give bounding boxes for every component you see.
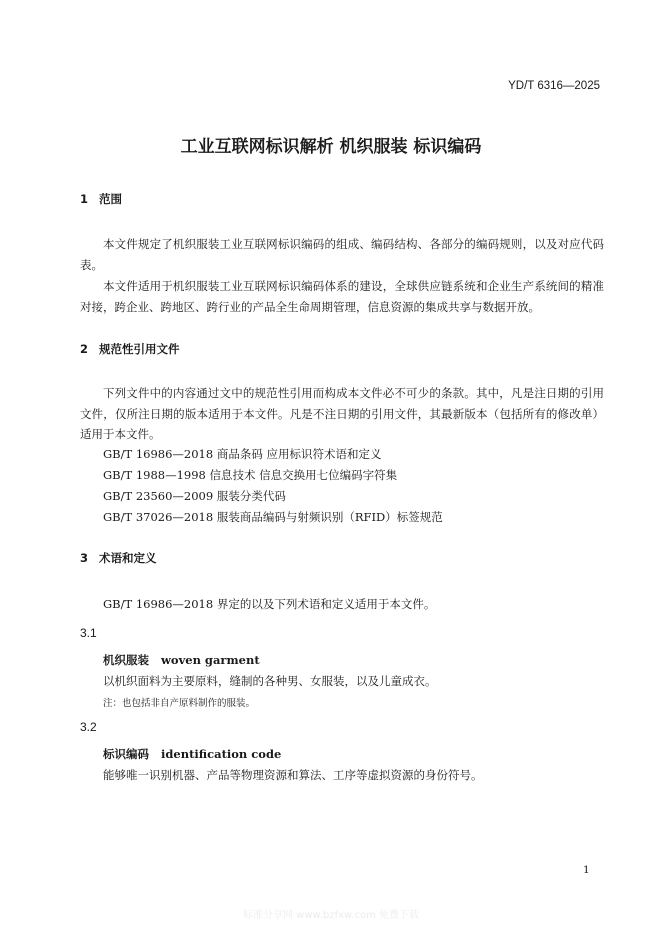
reference-item: GB/T 23560—2009 服装分类代码 <box>103 489 286 503</box>
clause-number: 3.2 <box>80 720 97 734</box>
page-number: 1 <box>583 864 590 876</box>
normative-references-intro: 下列文件中的内容通过文中的规范性引用而构成本文件必不可少的条款。其中，凡是注日期的引用文件，仅所注日期的版本适用于本文件。凡是不注日期的引用文件，其最新版本（包括所有的修改单）适用于本文件。 <box>80 386 604 441</box>
section-number: 3 <box>80 551 89 565</box>
terms-intro: GB/T 16986—2018 界定的以及下列术语和定义适用于本文件。 <box>103 597 436 611</box>
reference-item: GB/T 1988—1998 信息技术 信息交换用七位编码字符集 <box>103 468 398 482</box>
section-2-heading <box>80 341 180 357</box>
reference-item: GB/T 16986—2018 商品条码 应用标识符术语和定义 <box>103 447 382 461</box>
section-number: 1 <box>80 192 89 206</box>
scope-paragraph-2: 本文件适用于机织服装工业互联网标识编码体系的建设，全球供应链系统和企业生产系统间的精准对接，跨企业、跨地区、跨行业的产品全生命周期管理，信息资源的集成共享与数据开放。 <box>80 279 604 314</box>
term-note: 注：也包括非自产原料制作的服装。 <box>103 698 256 709</box>
term-definition: 能够唯一识别机器、产品等物理资源和算法、工序等虚拟资源的身份符号。 <box>103 768 483 782</box>
term-chinese: 机织服装 <box>103 653 149 667</box>
section-title: 规范性引用文件 <box>99 342 180 356</box>
term-entry <box>103 652 260 668</box>
term-chinese: 标识编码 <box>103 747 149 761</box>
term-definition: 以机织面料为主要原料，缝制的各种男、女服装，以及儿童成衣。 <box>103 674 437 688</box>
section-title: 术语和定义 <box>99 551 157 565</box>
section-number: 2 <box>80 342 89 356</box>
section-1-heading <box>80 191 122 207</box>
scope-paragraph-1: 本文件规定了机织服装工业互联网标识编码的组成、编码结构、各部分的编码规则，以及对应代码表。 <box>80 237 604 272</box>
term-entry <box>103 746 281 762</box>
term-english: woven garment <box>161 653 260 667</box>
term-english: identification code <box>161 747 282 761</box>
document-number: YD/T 6316—2025 <box>508 80 600 92</box>
watermark: 标准分享网 www.bzfxw.com 免费下载 <box>243 910 419 921</box>
section-title: 范围 <box>99 192 122 206</box>
document-title: 工业互联网标识解析 机织服装 标识编码 <box>180 137 482 157</box>
section-3-heading <box>80 550 157 566</box>
clause-number: 3.1 <box>80 626 97 640</box>
reference-item: GB/T 37026—2018 服装商品编码与射频识别（RFID）标签规范 <box>103 510 443 524</box>
